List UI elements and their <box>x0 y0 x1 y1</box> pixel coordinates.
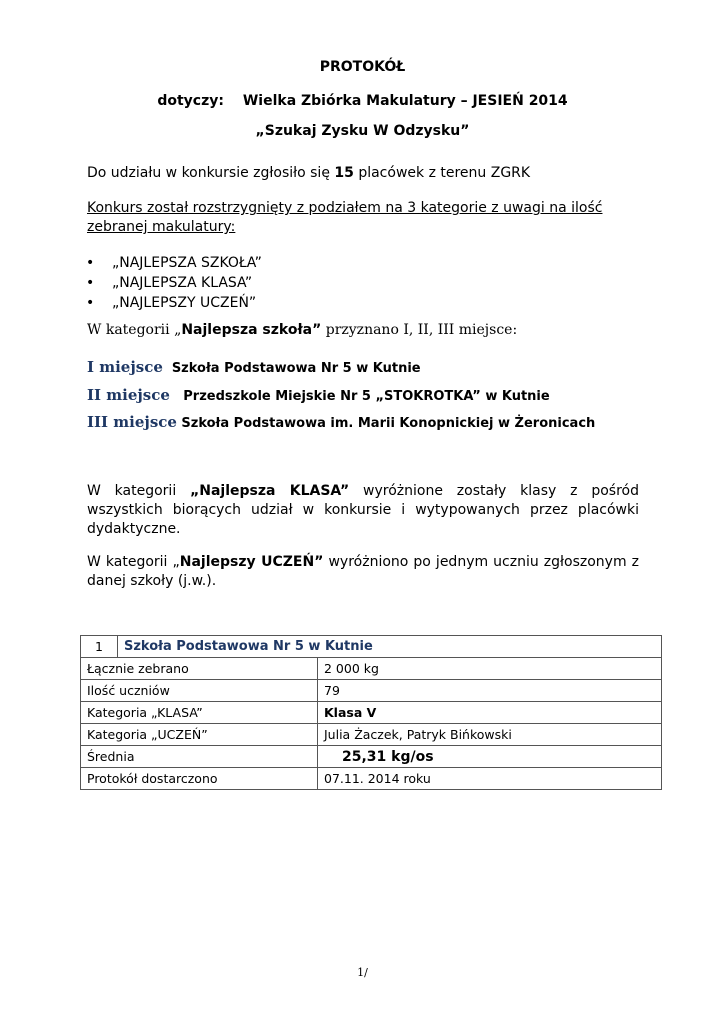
student-category-text-before: W kategorii „ <box>87 554 180 570</box>
table-header-cell <box>81 636 662 658</box>
subject-value: Wielka Zbiórka Makulatury – JESIEŃ 2014 <box>242 93 568 109</box>
first-place <box>87 358 421 376</box>
row-value: 2 000 kg <box>318 658 662 680</box>
class-category-paragraph <box>87 482 639 539</box>
contest-motto: „Szukaj Zysku W Odzysku” <box>255 123 470 139</box>
row-value: 25,31 kg/os <box>318 746 662 768</box>
student-category-text-after: wyróżniono po jednym uczniu zgłoszonym z danej szkoły (j.w.). <box>87 554 639 589</box>
place-label: III miejsce <box>87 413 177 431</box>
list-item <box>80 273 262 293</box>
school-number: 1 <box>81 636 118 657</box>
list-item <box>80 253 262 273</box>
class-category-text-before: W kategorii <box>87 483 191 499</box>
results-table <box>80 635 662 790</box>
category-list <box>80 253 262 313</box>
table-header-row <box>81 636 662 658</box>
third-place <box>87 413 595 431</box>
intro-text-before: Do udziału w konkursie zgłosiło się <box>87 165 335 181</box>
row-label: Protokół dostarczono <box>81 768 318 790</box>
row-label: Łącznie zebrano <box>81 658 318 680</box>
class-category-name: „Najlepsza KLASA” <box>190 483 350 499</box>
class-category-text-after: wyróżnione zostały klasy z pośród wszystkich biorących udział w konkursie i wytypowanych przez placówki dydaktyczne. <box>87 483 639 537</box>
table-row <box>81 680 662 702</box>
table-row <box>81 724 662 746</box>
school-category-name: Najlepsza szkoła” <box>181 322 322 338</box>
row-value: Klasa V <box>318 702 662 724</box>
bullet-icon: • <box>86 295 95 311</box>
document-subject <box>0 93 725 109</box>
table-row <box>81 658 662 680</box>
document-title: PROTOKÓŁ <box>319 59 406 75</box>
student-category-name: Najlepszy UCZEŃ” <box>179 554 324 570</box>
row-label: Kategoria „UCZEŃ” <box>81 724 318 746</box>
row-value: Julia Żaczek, Patryk Bińkowski <box>318 724 662 746</box>
intro-text-after: placówek z terenu ZGRK <box>353 165 531 181</box>
place-label: I miejsce <box>87 358 163 376</box>
place-winner: Przedszkole Miejskie Nr 5 „STOKROTKA” w Kutnie <box>183 389 550 404</box>
category-label: „NAJLEPSZY UCZEŃ” <box>112 295 257 311</box>
row-value: 79 <box>318 680 662 702</box>
place-label: II miejsce <box>87 386 170 404</box>
table-row <box>81 702 662 724</box>
participant-count: 15 <box>334 165 354 181</box>
category-label: „NAJLEPSZA KLASA” <box>112 275 253 291</box>
page-number: 1/ <box>357 966 368 979</box>
contest-paragraph: Konkurs został rozstrzygnięty z podziałem na 3 kategorie z uwagi na ilość zebranej makulatury: <box>87 200 603 235</box>
school-category-paragraph <box>87 321 639 340</box>
bullet-icon: • <box>86 275 95 291</box>
place-winner: Szkoła Podstawowa Nr 5 w Kutnie <box>171 361 421 376</box>
student-category-paragraph <box>87 553 639 591</box>
place-winner: Szkoła Podstawowa im. Marii Konopnickiej w Żeronicach <box>181 416 596 431</box>
row-label: Kategoria „KLASA” <box>81 702 318 724</box>
row-label: Średnia <box>81 746 318 768</box>
school-name: Szkoła Podstawowa Nr 5 w Kutnie <box>124 639 373 654</box>
school-category-text-after: przyznano I, II, III miejsce: <box>321 322 518 338</box>
row-value: 07.11. 2014 roku <box>318 768 662 790</box>
subject-label: dotyczy: <box>157 93 224 109</box>
school-category-text-before: W kategorii „ <box>87 322 182 338</box>
list-item <box>80 293 262 313</box>
second-place <box>87 386 550 404</box>
table-row <box>81 768 662 790</box>
category-label: „NAJLEPSZA SZKOŁA” <box>112 255 262 271</box>
row-label: Ilość uczniów <box>81 680 318 702</box>
bullet-icon: • <box>86 255 95 271</box>
table-row <box>81 746 662 768</box>
intro-paragraph <box>87 164 639 183</box>
